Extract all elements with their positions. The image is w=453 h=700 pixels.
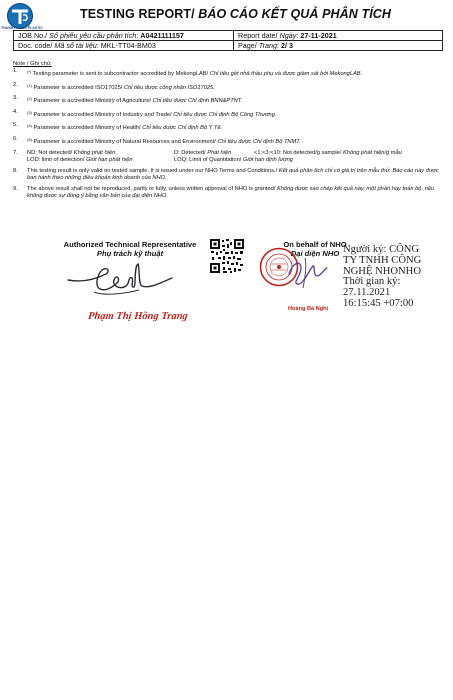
list-item: 2. $^{(1)}$ Parameter is accredited ISO17025/ Chỉ tiêu được công nhận ISO17025. xyxy=(13,81,215,91)
table-row xyxy=(14,31,443,41)
title-en: TESTING REPORT/ xyxy=(80,7,199,21)
report-date-cell: Report date/ Ngày: 27-11-2021 xyxy=(234,31,443,41)
list-item: 4. $^{(3)}$ Parameter is accredited Ministry of Industry and Trade/ Chỉ tiêu được Chỉ định Bộ Công Thương. xyxy=(13,108,277,118)
list-item: 7. ND: Not detected/ Không phát hiện D: Detected/ Phát hiện <1;<3;<10: Not detected/g sample/ Không phát hiện/g mẫu LOD: limit of detection/ Giới hạn phát hiện LOQ: Limit of Quantitation/ Giới hạn định lượng xyxy=(13,149,402,163)
nho-rep-subtitle: Đại diện NHO xyxy=(290,249,340,258)
technical-rep-title: Authorized Technical Representative xyxy=(63,240,197,249)
notes-title: Note / Ghi chú: xyxy=(13,61,52,67)
digital-signer-line: TY TNHH CÔNG xyxy=(343,254,422,266)
logo-caption: THANH PHUOC PLASTIC xyxy=(1,26,43,30)
doc-code-cell: Doc. code/ Mã số tài liệu: MKL-TT04-BM03 xyxy=(14,41,234,51)
page-cell: Page/ Trang: 2/ 3 xyxy=(234,41,443,51)
list-item: 8. This testing result is only valid on tested sample. It is issued under our NHO Terms and Conditions./ Kết quả phân tích chỉ có giá trị trên mẫu thử. Báo cáo này được ban hành theo những điều khoản kinh doanh của NHO. xyxy=(13,167,439,181)
digital-sign-time: 16:15:45 +07:00 xyxy=(343,297,414,309)
qr-code-icon xyxy=(209,238,245,274)
doc-code-value: MKL-TT04-BM03 xyxy=(100,41,156,50)
job-number-cell: JOB No./ Số phiếu yêu cầu phân tích: A0421111157 xyxy=(14,31,234,41)
notes-list xyxy=(13,68,443,204)
title-vi: BÁO CÁO KẾT QUẢ PHÂN TÍCH xyxy=(198,7,392,21)
handwritten-signature-icon xyxy=(64,256,174,306)
nho-rep-title: On behalf of NHO xyxy=(283,240,347,249)
director-name: Hoàng Bá Nghi xyxy=(288,306,329,312)
director-signature-icon xyxy=(283,252,333,292)
list-item: 3. $^{(2)}$ Parameter is accredited Ministry of Agriculture/ Chỉ tiêu được Chỉ định BNN&PTNT. xyxy=(13,95,243,105)
report-meta-table xyxy=(13,30,443,51)
list-item: 5. $^{(4)}$ Parameter is accredited Ministry of Health/ Chỉ tiêu được Chỉ định Bộ Y Tế. xyxy=(13,122,223,132)
digital-time-label: Thời gian ký: xyxy=(343,276,401,288)
report-date-value: 27-11-2021 xyxy=(300,31,337,40)
technical-rep-subtitle: Phụ trách kỹ thuật xyxy=(96,249,164,258)
list-item: 1. (*) Testing parameter is sent to subcontractor accredited by MekongLAB/ Chỉ tiêu gởi nhà thầu phụ và được giám sát bởi MekongLAB. xyxy=(13,68,363,77)
table-row xyxy=(14,41,443,51)
job-number-value: A0421111157 xyxy=(140,31,184,40)
list-item: 9. The above result shall not be reproduced, partly or fully, unless written approval of NHO is granted/ Không được sao chép kết quả này, một phần hay toàn bộ, nếu không được sự đồng ý bằng văn bản của đại diện NHO. xyxy=(13,185,435,199)
digital-sign-date: 27.11.2021 xyxy=(343,287,391,299)
list-item: 6. $^{(5)}$ Parameter is accredited Ministry of Natural Resources and Environment/ Chỉ tiêu được Chỉ định Bộ TNMT. xyxy=(13,135,301,145)
page-value: 2/ 3 xyxy=(281,41,294,50)
digital-signer-line: Người ký: CÔNG xyxy=(343,244,420,255)
digital-signature-info xyxy=(343,245,447,310)
technical-rep-name: Phạm Thị Hồng Trang xyxy=(87,311,189,322)
digital-signer-line: NGHỆ NHONHO xyxy=(343,265,421,277)
page-title xyxy=(80,7,391,21)
